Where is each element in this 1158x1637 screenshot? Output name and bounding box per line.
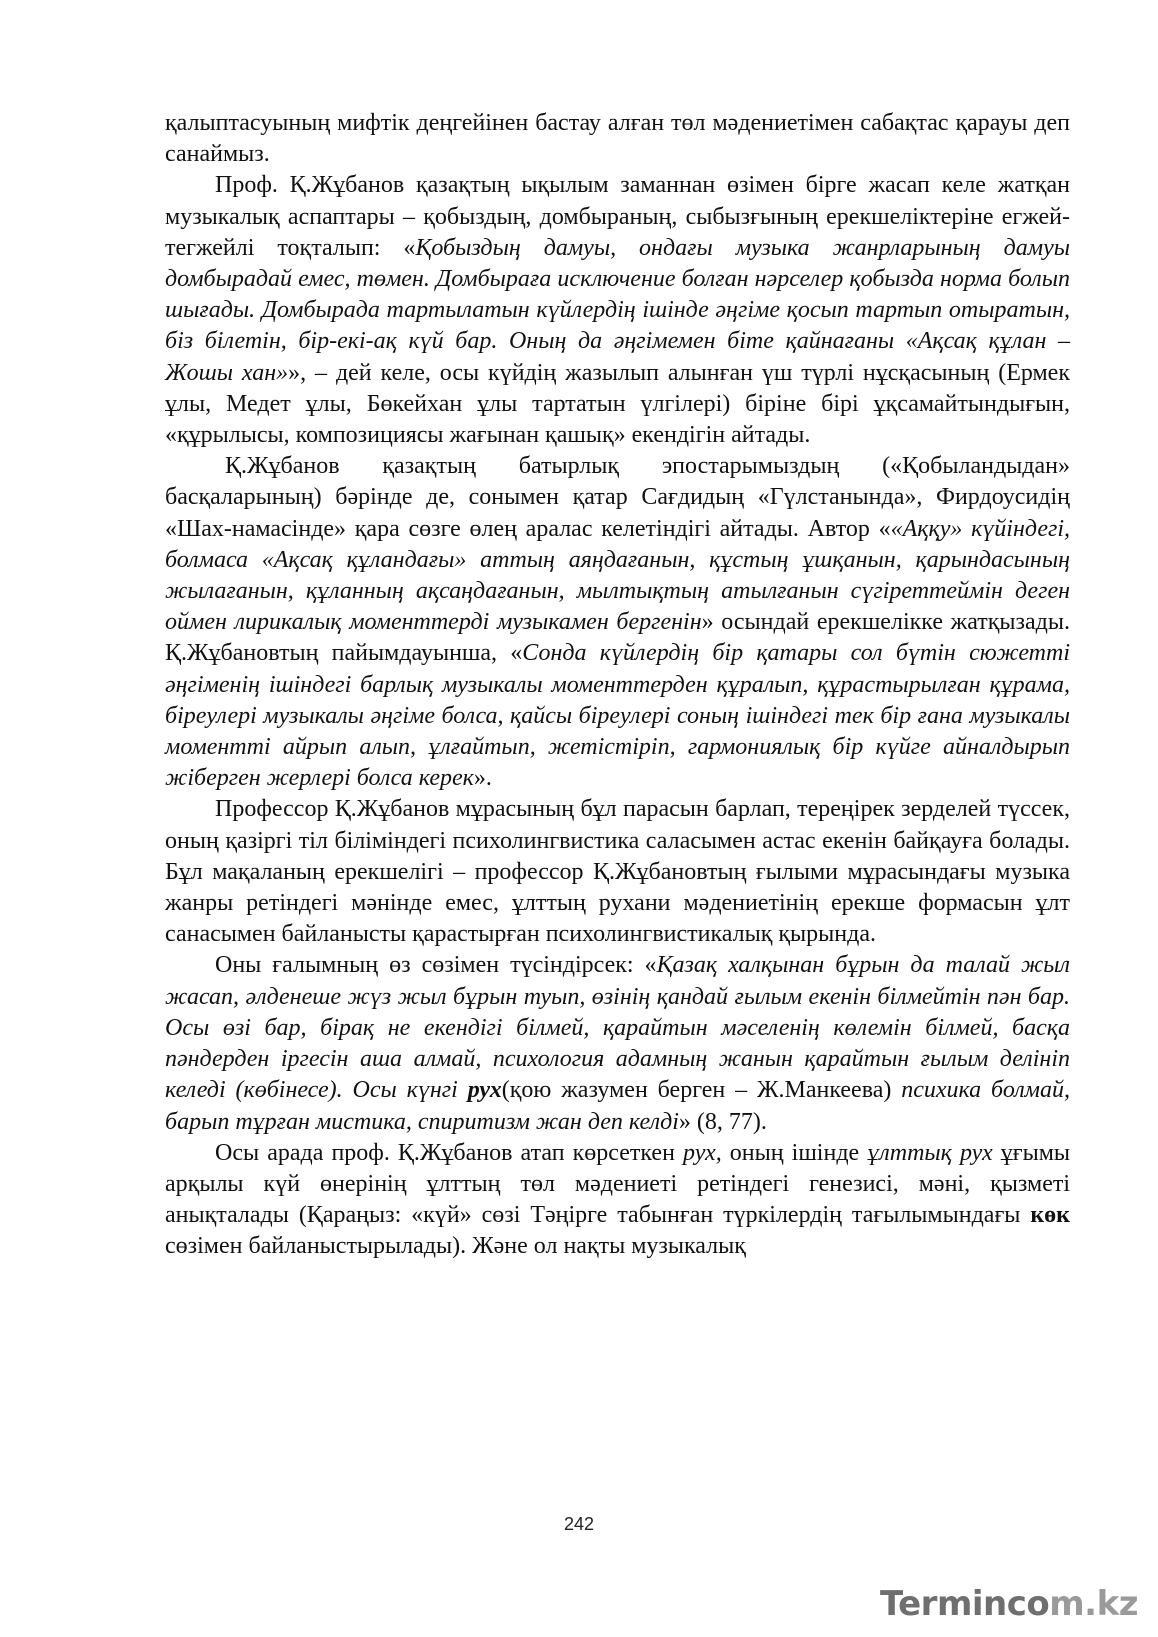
text-run: «Аққу» күйіндегі, болмаса «Ақсақ құландағы» аттың аяңдағанын, құстың ұшқанын, қарындасының жылағанын, құланның ақсаңдағанын, мылтықтың атылғанын сүгіреттеймін деген оймен лирикалық моменттерді музыкамен бергенін — [165, 515, 1070, 636]
paragraph-4 — [165, 794, 1070, 950]
text-run: » (8, 77). — [678, 1108, 767, 1135]
text-run: Оны ғалымның өз сөзімен түсіндірсек: « — [215, 952, 657, 979]
page-number: 242 — [563, 1514, 595, 1534]
text-run: қалыптасуының мифтік деңгейінен бастау алған төл мәдениетімен сабақтас қарауы деп санаймыз. — [165, 110, 1070, 168]
site-watermark — [880, 1584, 1138, 1624]
text-run: » осындай ерекшелікке жатқызады. Қ.Жұбановтың пайымдауынша, « — [165, 609, 1070, 667]
text-run: (қою жазумен берген – Ж.Манкеева) — [501, 1077, 902, 1104]
page-body — [165, 108, 1070, 1263]
text-run: ұғымы арқылы күй өнерінің ұлттың төл мәдениеті ретіндегі генезисі, мәні, қызметі анықталады (Қараңыз: «күй» сөзі Тәңірге табынған түркілердің тағылымындағы — [165, 1139, 1071, 1229]
paragraph-1 — [165, 108, 1070, 170]
text-run: рух, — [683, 1139, 722, 1166]
text-run: рух — [467, 1077, 502, 1104]
text-run: ұлттық рух — [867, 1139, 993, 1166]
text-run: көк — [1030, 1202, 1070, 1229]
text-run: Осы арада проф. Қ.Жұбанов атап көрсеткен — [215, 1139, 684, 1166]
text-run: ». — [473, 765, 492, 792]
paragraph-2 — [165, 170, 1070, 451]
text-run: », – дей келе, осы күйдің жазылып алынған үш түрлі нұсқасының (Ермек ұлы, Медет ұлы, Бөкейхан ұлы тартатын үлгілері) біріне бірі ұқсамайтындығын, «құрылысы, композициясы жағынан қашық» екендігін айтады. — [165, 359, 1070, 449]
text-run: психика болмай, барып тұрған мистика, спиритизм жан деп келді — [165, 1077, 1070, 1135]
text-run: Профессор Қ.Жұбанов мұрасының бұл парасын барлап, тереңірек зерделей түссек, оның қазіргі тіл біліміндегі психолингвистика саласымен астас екенін байқауға болады. Бұл мақаланың ерекшелігі – профессор Қ.Жұбановтың ғылыми мұрасындағы музыка жанры ретіндегі мәнінде емес, ұлттың рухани мәдениетінің ерекше формасын ұлт санасымен байланысты қарастырған психолингвистикалық қырында. — [165, 796, 1070, 948]
text-run: Сонда күйлердің бір қатары сол бүтін сюжетті әңгіменің ішіндегі барлық музыкалы моменттерден құралып, құрастырылған құрама, біреулері музыкалы әңгіме болса, қайсы біреулері соның ішіндегі тек бір ғана музыкалы моментті айрып алып, ұлғайтып, жетістіріп, гармониялық бір күйге айналдырып жіберген жерлері болса керек — [165, 640, 1070, 792]
paragraph-3 — [165, 451, 1070, 794]
text-run: Қазақ халқынан бұрын да талай жыл жасап, әлденеше жүз жыл бұрын туып, өзінің қандай ғылым екенін білмейтін пән бар. Осы өзі бар, бірақ не екендігі білмей, қарайтын мәселенің көлемін білмей, басқа пәндерден іргесін аша алмай, психология адамның жанын қарайтын ғылым делініп келеді (көбінесе). Осы күнгі — [165, 952, 1071, 1104]
watermark-text-part2: m.kz — [1049, 1584, 1138, 1624]
watermark-text-part1: Termincо — [879, 1584, 1050, 1624]
text-run: Қобыздың дамуы, ондағы музыка жанрларының дамуы домбырадай емес, төмен. Домбыраға исключение болған нәрселер қобызда норма болып шығады. Домбырада тартылатын күйлердің ішінде әңгіме қосып тартып отыратын, біз білетін, бір-екі-ақ күй бар. Оның да әңгімемен біте қайнағаны «Ақсақ құлан – Жошы хан» — [165, 234, 1070, 386]
paragraph-6 — [165, 1138, 1070, 1263]
text-run: Қ.Жұбанов қазақтың батырлық эпостарымыздың («Қобыландыдан» басқаларының) бәрінде де, сонымен қатар Сағдидың «Гүлстанында», Фирдоусидің «Шах-намасінде» қара сөзге өлең аралас келетіндігі айтады. Автор « — [165, 453, 1070, 542]
text-run: сөзімен байланыстырылады). Және ол нақты музыкалық — [165, 1233, 746, 1260]
paragraph-5 — [165, 950, 1070, 1137]
text-run: оның ішінде — [721, 1139, 868, 1166]
text-run: Проф. Қ.Жұбанов қазақтың ықылым заманнан өзімен бірге жасап келе жатқан музыкалық аспаптары – қобыздың, домбыраның, сыбызғының ерекшеліктеріне егжей-тегжейлі тоқталып: « — [165, 172, 1070, 261]
